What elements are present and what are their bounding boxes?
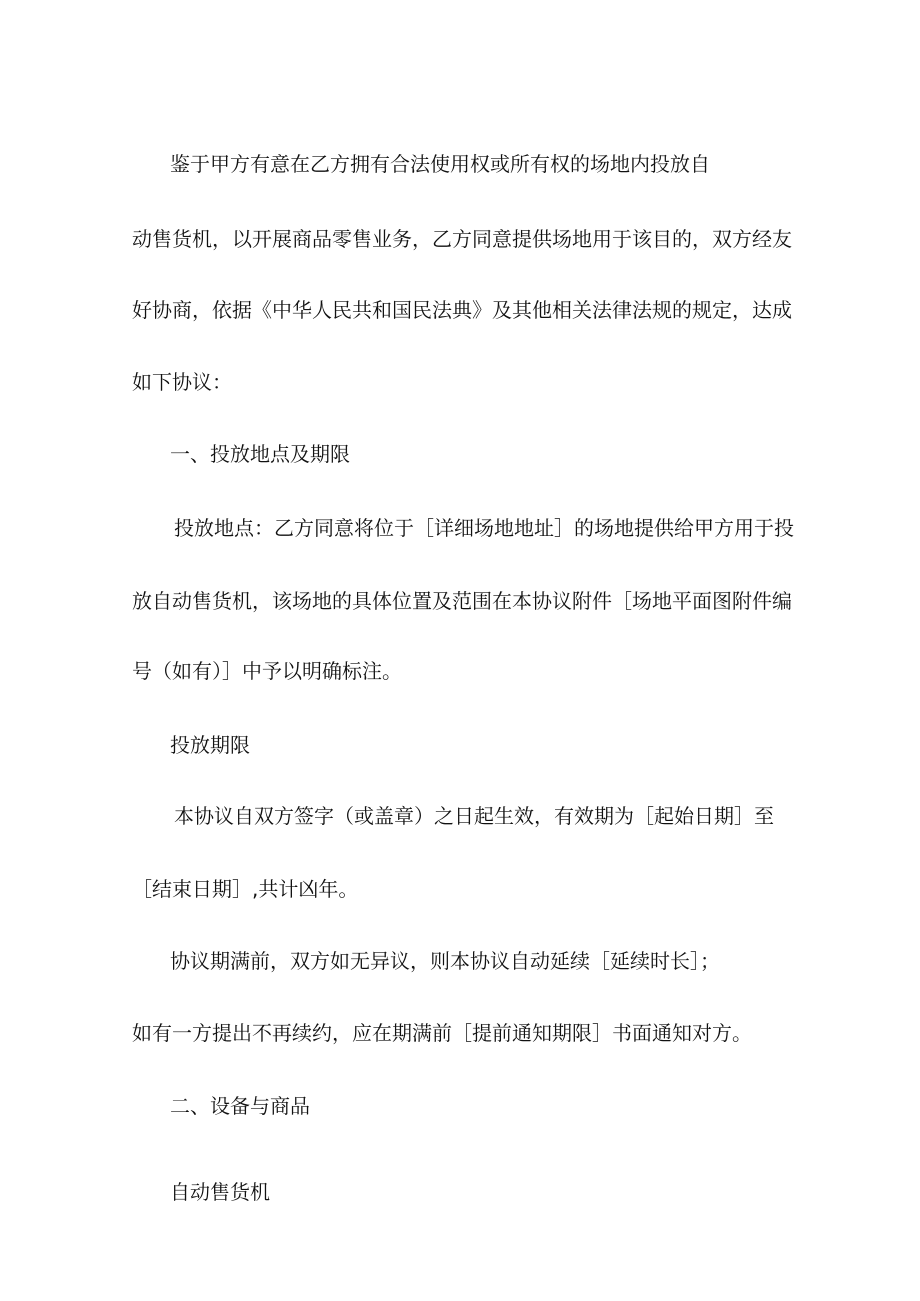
paragraph-location-line-2: 放自动售货机，该场地的具体位置及范围在本协议附件［场地平面图附件编 (132, 589, 792, 613)
section-heading-2: 二、设备与商品 (170, 1094, 310, 1118)
subheading-vending-machine: 自动售货机 (170, 1180, 270, 1204)
section-heading-1: 一、投放地点及期限 (170, 442, 350, 466)
paragraph-location-line-3: 号（如有）］中予以明确标注。 (132, 659, 402, 683)
paragraph-location-line-1: 投放地点：乙方同意将位于［详细场地地址］的场地提供给甲方用于投 (174, 516, 794, 540)
paragraph-term-line-1: 本协议自双方签字（或盖章）之日起生效，有效期为［起始日期］至 (174, 804, 774, 828)
paragraph-intro-line-3: 好协商，依据《中华人民共和国民法典》及其他相关法律法规的规定，达成 (132, 298, 792, 322)
paragraph-renewal-line-1: 协议期满前，双方如无异议，则本协议自动延续［延续时长］； (170, 949, 720, 973)
paragraph-intro-line-2: 动售货机，以开展商品零售业务，乙方同意提供场地用于该目的，双方经友 (132, 227, 792, 251)
paragraph-renewal-line-2: 如有一方提出不再续约，应在期满前［提前通知期限］书面通知对方。 (132, 1021, 752, 1045)
paragraph-intro-line-1: 鉴于甲方有意在乙方拥有合法使用权或所有权的场地内投放自 (170, 152, 710, 176)
paragraph-intro-line-4: 如下协议： (132, 370, 232, 394)
subheading-term: 投放期限 (170, 733, 250, 757)
paragraph-term-line-2: ［结束日期］,共计凶年。 (132, 877, 359, 901)
